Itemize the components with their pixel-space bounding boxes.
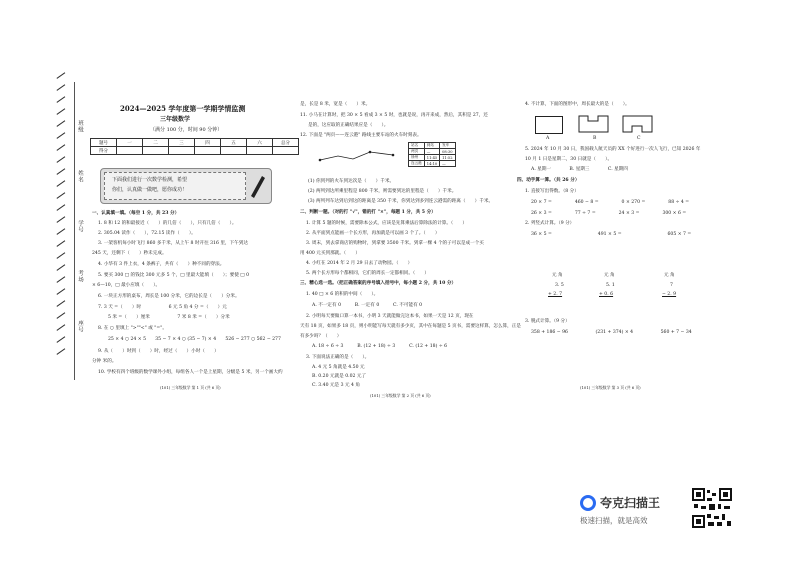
exam-title: 2024—2025 学年度第一学期学情监测 bbox=[120, 104, 246, 113]
answer-options: C. 3.40 元是 3 元 4 角 bbox=[312, 383, 361, 388]
timetable-cell: 11:52 bbox=[440, 155, 455, 161]
question-text: (2) 两列到达所乘里程是 800 千米，则需要到达的里程是（ ）千米。 bbox=[308, 189, 457, 194]
binding-label: 姓名 bbox=[77, 170, 83, 183]
question-text: 1. 40 □ × 6 的积的中间（ ）。 bbox=[306, 292, 379, 297]
question-text: 2. 305.04 读作（ ），72.15 读作（ ）。 bbox=[98, 231, 196, 236]
question-text: 3. 一架客机每小时飞行 860 多千米，从上午 8 时开往 316 里，下午到达 bbox=[98, 241, 248, 246]
answer-options: A. 18 ÷ 6 ÷ 3 B. (12 + 18) ÷ 3 C. (12 + 18) ÷ 6 bbox=[312, 344, 448, 349]
exam-subject: 三年级数学 bbox=[160, 116, 191, 123]
question-text: 是的，这应取的正确结果应是（ ）。 bbox=[308, 123, 389, 128]
score-cell bbox=[247, 147, 273, 155]
timetable-cell: 站名 bbox=[409, 143, 425, 149]
vertical-calc-operand: + 0. 6 bbox=[599, 292, 614, 297]
timetable-cell: 两页 bbox=[409, 149, 425, 155]
question-text: 245 天，还剩下（ ）秒未完成。 bbox=[92, 251, 167, 256]
answer-options: B. 0.20 元就是 0.02 元了 bbox=[312, 374, 367, 379]
timetable-cell: 徐州 bbox=[409, 155, 425, 161]
score-cell: 一 bbox=[117, 139, 143, 147]
score-cell bbox=[169, 147, 195, 155]
question-text: 7. 3 天 =（ ）时 6 元 5 角 4 分 =（ ）元 bbox=[98, 305, 227, 310]
score-cell bbox=[143, 147, 169, 155]
vertical-calc-operand: 7 bbox=[670, 283, 673, 288]
question-text: 有多少吗？（ ） bbox=[300, 334, 342, 339]
brand-name: 夸克扫描王 bbox=[600, 496, 661, 510]
score-cell: 四 bbox=[195, 139, 221, 147]
timetable-cell: — bbox=[424, 149, 439, 155]
question-text: 2. 从平面到点能画一个长方形，再加就是可以画 3 个了。（ ） bbox=[306, 231, 440, 236]
timetable-cell: 08:30 bbox=[440, 149, 455, 155]
timetable-cell: 14:10 bbox=[424, 161, 439, 167]
shape-a-rectangle bbox=[535, 116, 563, 134]
calc-row: 20 × 7 = 460 − 8 = 0 × 270 = 88 ÷ 4 = bbox=[531, 200, 690, 205]
vertical-calc-header: 元 角 bbox=[552, 273, 563, 278]
score-cell: 五 bbox=[221, 139, 247, 147]
vertical-calc-operand: + 2. 7 bbox=[548, 292, 563, 297]
question-text: 5. 要买 300 □ 的钱比 300 元多 5 个，□ 里最大能填（ ）；要使 □ 0 bbox=[98, 273, 250, 278]
question-text: 12. 下面是 "两页——连云港" 路线主要车站的火车时刻表。 bbox=[300, 133, 422, 138]
question-text: 3. 周末，到去拿商店的购物时，到拿要 3500 千米。到拿一棵 4 个的子可以是成一个买 bbox=[306, 241, 484, 246]
section-heading: 二、判断一题。（对的打 "√"，错的打 "×"，每题 1 分，共 5 分） bbox=[300, 210, 436, 215]
calc-row: 36 × 5 = 491 × 5 = 605 × 7 = bbox=[531, 232, 692, 237]
vertical-calc-operand: 5. 1 bbox=[606, 283, 615, 288]
qr-code-icon bbox=[692, 488, 732, 528]
question-text: 1. 计算 5 题的时候，需要除本公式，应该是先算乘法后算除法的计算。（ ） bbox=[306, 221, 467, 226]
banner-line: 你们，认真做一做吧，愿你成功！ bbox=[112, 187, 188, 193]
vertical-calc-header: 元 角 bbox=[664, 273, 675, 278]
question-text: 是，长是 8 米，宽是（ ）米。 bbox=[300, 102, 371, 107]
question-text: 3. 下面说法正确的是（ ）。 bbox=[306, 355, 370, 360]
timetable-cell: 连云港 bbox=[409, 161, 425, 167]
shape-label: B bbox=[593, 136, 597, 141]
timetable-cell: 11:45 bbox=[424, 155, 439, 161]
timetable-cell: — bbox=[440, 161, 455, 167]
binding-strip bbox=[56, 75, 70, 375]
section-heading: 一、认真填一填。（每空 1 分，共 23 分） bbox=[92, 211, 180, 216]
pen-icon bbox=[248, 172, 266, 198]
shape-b-notched bbox=[578, 115, 610, 133]
question-text: 天有 18 页，如果多 18 页，则小明能写每天就有多少页，其中在每题是 5 页书，需要这样算，怎么算，正是 bbox=[300, 324, 521, 329]
page-footer: (101) 三年级数学 第 1 页 (共 6 页) bbox=[160, 385, 221, 390]
answer-options: A. 星期一 B. 星期三 C. 星期四 bbox=[531, 167, 628, 172]
answer-options: A. 不一定有 0 B. 一定有 0 C. 不可能有 0 bbox=[312, 303, 423, 308]
binding-label: 班级 bbox=[77, 120, 83, 133]
score-table bbox=[90, 138, 299, 155]
question-text: 3. 脱式计算。（9 分） bbox=[525, 319, 570, 324]
score-cell: 三 bbox=[169, 139, 195, 147]
question-text: 用 400 元买到那就。（ ） bbox=[300, 251, 360, 256]
question-text: 6. 一块正方形的桌布，周长是 100 分米，它的边长是（ ）分米。 bbox=[98, 294, 240, 299]
question-text: (3) 两列列车达到后到这的距离是 350 千米，你到达到多到连云港需的距离（ ）千米。 bbox=[308, 199, 494, 204]
question-text: (1) 你到列的火车到达次是（ ）千米。 bbox=[308, 179, 395, 184]
binding-label: 座号 bbox=[77, 320, 83, 333]
score-cell bbox=[273, 147, 299, 155]
question-text: 5. 2024 年 10 月 30 日，我国载人航天员的 XX 个好进行一次人飞行，已知 2026 年 bbox=[525, 147, 701, 152]
answer-options: A. 4 元 5 角就是 4.50 元 bbox=[312, 365, 365, 370]
question-text: × 6—10，□ 最小应填（ ）。 bbox=[92, 283, 161, 288]
route-diagram bbox=[318, 142, 398, 172]
vertical-calc-operand: 3. 5 bbox=[555, 283, 564, 288]
question-text: 分钟 米的。 bbox=[92, 359, 117, 364]
question-text: 4. 小红在 2014 年 2 月 29 日去了动物园。（ ） bbox=[306, 261, 413, 266]
score-cell: 得分 bbox=[91, 147, 117, 155]
score-cell bbox=[117, 147, 143, 155]
binding-line bbox=[74, 82, 75, 380]
calc-row: 26 × 3 = 77 ÷ 7 = 24 × 3 = 300 × 6 = bbox=[531, 211, 687, 216]
question-text: 1. 8 和 12 的和最接近（ ）的几倍（ ），只有几倍（ ）。 bbox=[98, 221, 237, 226]
shape-label: A bbox=[546, 136, 550, 141]
binding-label: 学号 bbox=[77, 220, 83, 233]
score-cell bbox=[221, 147, 247, 155]
question-text: 2. 列竖式计算。（9 分） bbox=[525, 221, 575, 226]
page-footer: (101) 三年级数学 第 3 页 (共 6 页) bbox=[580, 385, 641, 390]
score-cell bbox=[195, 147, 221, 155]
question-text: 1. 直接写出得数。（8 分） bbox=[525, 189, 579, 194]
question-text: 4. 小华有 3 件上衣，4 条裤子，共有（ ）种不同的穿法。 bbox=[98, 262, 225, 267]
question-text: 2. 小明每天要做口算一本书，小明 3 天就能做完这本书，如果一天是 12 页，现在 bbox=[306, 314, 474, 319]
question-text: 11. 小马在计算时，把 30 × 5 看成 3 × 5 时，也就是说，再开来成，然后，其积是 27，还 bbox=[300, 113, 488, 118]
question-text: 5 米 =（ ）厘米 7 米 8 米 =（ ）分米 bbox=[108, 315, 230, 320]
page-footer: (101) 三年级数学 第 2 页 (共 6 页) bbox=[370, 393, 431, 398]
question-text: 10 月 1 日是星期二，30 日就是（ ）。 bbox=[525, 157, 613, 162]
shape-label: C bbox=[637, 136, 641, 141]
score-cell: 二 bbox=[143, 139, 169, 147]
brand-slogan: 极速扫描，就是高效 bbox=[580, 516, 648, 525]
score-cell: 总分 bbox=[273, 139, 299, 147]
question-text: 8. 在 ○ 里填上 ">""<" 或 "="。 bbox=[98, 326, 167, 331]
score-cell: 题号 bbox=[91, 139, 117, 147]
binding-label: 考场 bbox=[77, 270, 83, 283]
exam-info: （满分 100 分，时间 90 分钟） bbox=[150, 127, 223, 133]
score-cell: 六 bbox=[247, 139, 273, 147]
brand-logo-icon bbox=[580, 495, 596, 511]
question-text: 9. 从（ ）时到（ ）时，经过（ ）小时（ ） bbox=[98, 349, 219, 354]
section-heading: 四、动手算一算。（共 26 分） bbox=[517, 178, 580, 183]
calc-row: 358 + 186 − 96 (231 + 374) × 4 560 + 7 − 34 bbox=[531, 330, 692, 335]
question-text: 5. 两个长方形每个都相同，它们的周长一定都相同。（ ） bbox=[306, 271, 429, 276]
question-text: 4. 不计算，下面的图形中，周长最大的是（ ）。 bbox=[525, 102, 630, 107]
timetable bbox=[408, 142, 456, 167]
banner-line: 下面我们进行一次数学检测，希望 bbox=[112, 177, 188, 183]
question-text: 25 × 4 ○ 24 × 5 35 − 7 × 4 ○ (35 − 7) × 4 526 − 277 ○ 562 − 277 bbox=[108, 337, 281, 342]
timetable-cell: 发车 bbox=[440, 143, 455, 149]
shape-c-notched bbox=[622, 115, 654, 133]
timetable-cell: 到站 bbox=[424, 143, 439, 149]
vertical-calc-header: 元 角 bbox=[604, 273, 615, 278]
question-text: 10. 学校有四个班级的数学课外小组，每组各人一个是上星期，分级是 5 米，另一个画大约 bbox=[98, 370, 283, 375]
section-heading: 三、精心选一选。（把正确答案的序号填入括号中，每小题 2 分，共 10 分） bbox=[300, 281, 457, 286]
vertical-calc-operand: − 2. 9 bbox=[662, 292, 677, 297]
